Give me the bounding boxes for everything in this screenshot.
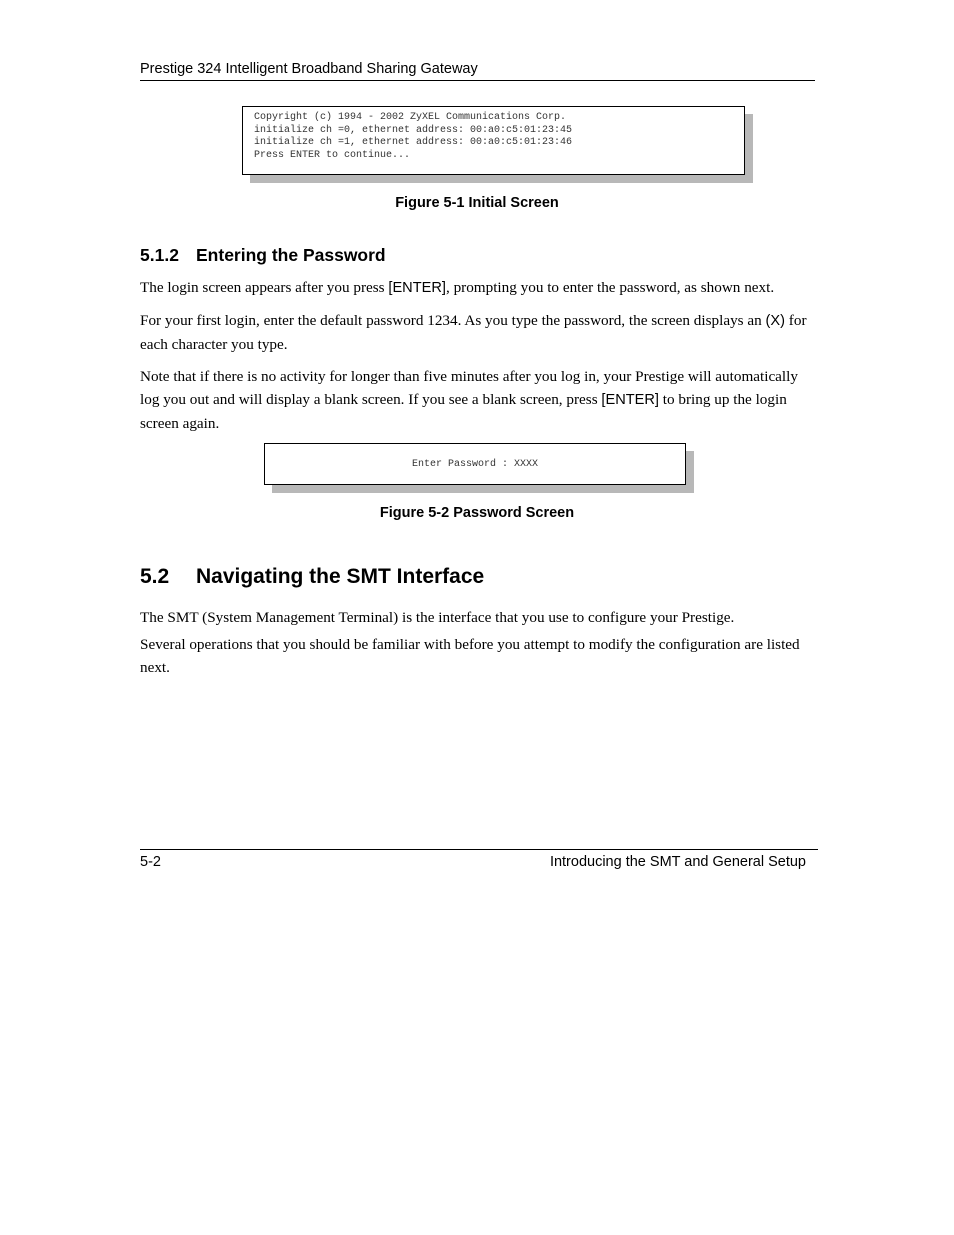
terminal-line: Copyright (c) 1994 - 2002 ZyXEL Communications Corp. xyxy=(254,112,567,123)
section-number: 5.2 xyxy=(140,565,170,588)
section-title: Navigating the SMT Interface xyxy=(196,565,485,588)
password-screen-terminal xyxy=(264,443,686,485)
figure-caption-password-screen: Figure 5-2 Password Screen xyxy=(379,505,575,521)
paragraph-smt-definition: The SMT (System Management Terminal) is the interface that you use to configure your Prestige. xyxy=(140,609,735,626)
terminal-line: initialize ch =1, ethernet address: 00:a0:c5:01:23:46 xyxy=(254,137,573,148)
section-number: 5.1.2 xyxy=(140,245,179,265)
terminal-line: initialize ch =0, ethernet address: 00:a0:c5:01:23:45 xyxy=(254,124,573,136)
text: For your first login, enter the default password 1234. As you type the password, the screen displays an xyxy=(140,312,766,329)
text: Note that if there is no activity for longer than five minutes after you log in, your Prestige will automatically log you out and will display a blank screen. If you see a blank screen, press xyxy=(140,368,798,408)
section-heading-entering-password xyxy=(140,244,386,266)
initial-screen-terminal xyxy=(242,106,745,175)
paragraph-operations-intro: Several operations that you should be familiar with before you attempt to modify the configuration are listed next. xyxy=(140,636,800,676)
page-number: 5-2 xyxy=(140,854,161,870)
key-enter: [ENTER] xyxy=(388,280,446,296)
paragraph-login-screen xyxy=(140,276,816,300)
text: The login screen appears after you press xyxy=(140,279,389,296)
header-title: Prestige 324 Intelligent Broadband Sharing Gateway xyxy=(140,61,478,77)
paragraph-first-login xyxy=(140,309,816,356)
section-heading-navigating-smt xyxy=(140,564,484,590)
section-title: Entering the Password xyxy=(196,245,386,265)
paragraph-inactivity-note xyxy=(140,365,816,435)
figure-caption-initial-screen: Figure 5-1 Initial Screen xyxy=(395,195,559,211)
text: for each character you type. xyxy=(140,312,807,353)
terminal-line: Press ENTER to continue... xyxy=(254,149,411,161)
chapter-title: Introducing the SMT and General Setup xyxy=(549,854,806,870)
password-prompt-line: Enter Password : XXXX xyxy=(411,459,539,470)
page-header xyxy=(140,61,815,81)
key-x: (X) xyxy=(765,313,785,329)
text: to bring up the login screen again. xyxy=(140,391,787,432)
page-footer xyxy=(140,849,818,870)
key-enter: [ENTER] xyxy=(601,392,659,408)
terminal-lines xyxy=(254,112,572,162)
text: , prompting you to enter the password, as shown next. xyxy=(445,279,775,296)
